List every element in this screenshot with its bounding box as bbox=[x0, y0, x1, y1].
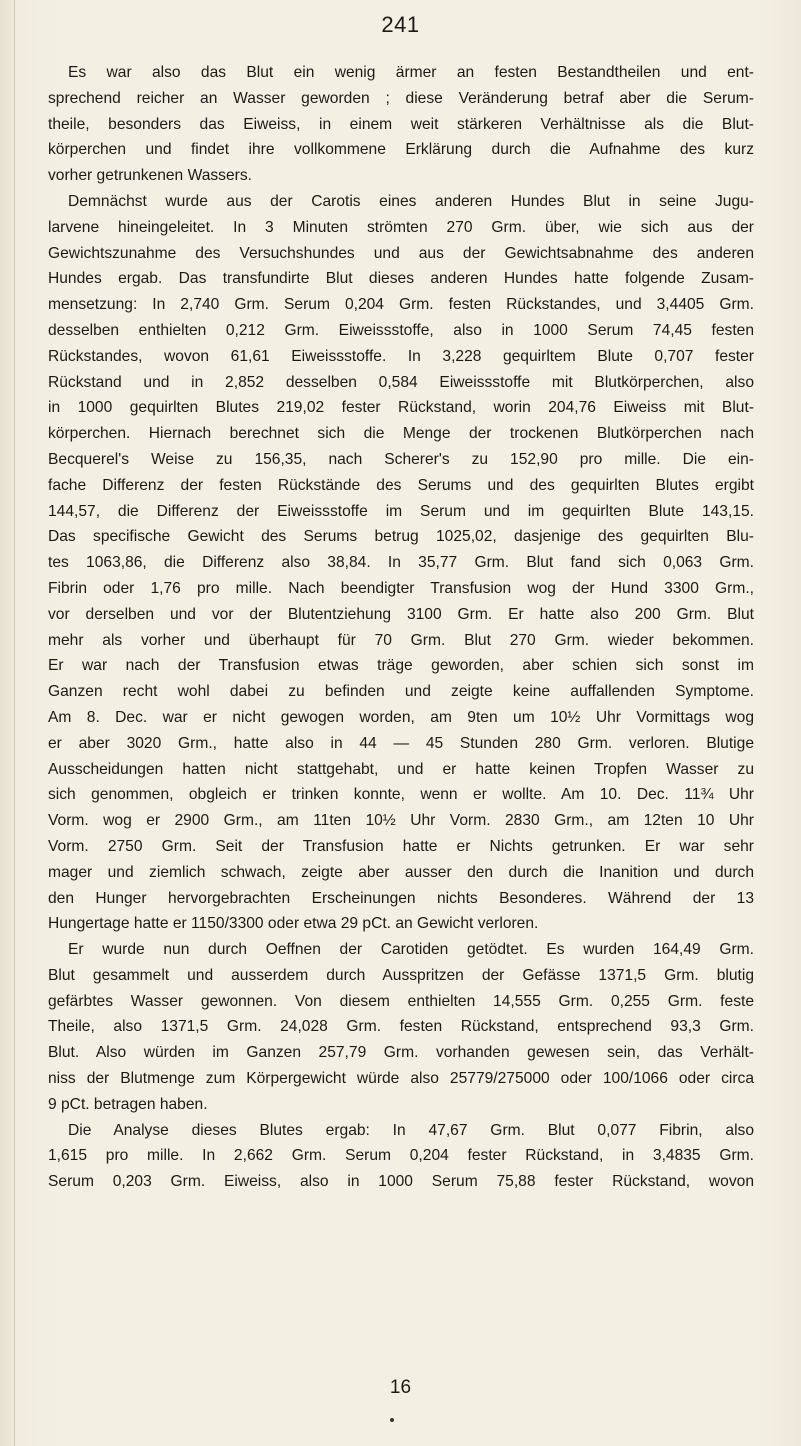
binding-gutter bbox=[14, 0, 15, 1446]
text-line: Becquerel's Weise zu 156,35, nach Scherer's zu 152,90 pro mille. Die ein- bbox=[48, 450, 754, 468]
text-line: körperchen und findet ihre vollkommene Erklärung durch die Aufnahme des kurz bbox=[48, 141, 754, 159]
text-line: Das specifische Gewicht des Serums betrug 1025,02, dasjenige des gequirlten Blu- bbox=[48, 528, 754, 546]
text-line: Rückstandes, wovon 61,61 Eiweissstoffe. In 3,228 gequirltem Blute 0,707 fester bbox=[48, 347, 754, 365]
text-line: Er wurde nun durch Oeffnen der Carotiden getödtet. Es wurden 164,49 Grm. bbox=[68, 941, 754, 959]
text-line: fache Differenz der festen Rückstände des Serums und des gequirlten Blutes ergibt bbox=[48, 476, 754, 494]
text-line: Fibrin oder 1,76 pro mille. Nach beendigter Transfusion wog der Hund 3300 Grm., bbox=[48, 579, 754, 597]
text-line: Vorm. wog er 2900 Grm., am 11ten 10½ Uhr Vorm. 2830 Grm., am 12ten 10 Uhr bbox=[48, 812, 754, 830]
text-line: 144,57, die Differenz der Eiweissstoffe im Serum und im gequirlten Blute 143,15. bbox=[48, 502, 754, 520]
text-line: sich genommen, obgleich er trinken konnte, wenn er wollte. Am 10. Dec. 11¾ Uhr bbox=[48, 786, 754, 804]
text-line: mehr als vorher und überhaupt für 70 Grm. Blut 270 Grm. wieder bekommen. bbox=[48, 631, 754, 649]
text-line: Die Analyse dieses Blutes ergab: In 47,67 Grm. Blut 0,077 Fibrin, also bbox=[68, 1121, 754, 1139]
text-line: Blut. Also würden im Ganzen 257,79 Grm. vorhanden gewesen sein, das Verhält- bbox=[48, 1044, 754, 1062]
text-line: den Hunger hervorgebrachten Erscheinungen nichts Besonderes. Während der 13 bbox=[48, 889, 754, 907]
text-line: mager und ziemlich schwach, zeigte aber ausser den durch die Inanition und durch bbox=[48, 863, 754, 881]
text-line: Hungertage hatte er 1150/3300 oder etwa 29 pCt. an Gewicht verloren. bbox=[48, 915, 539, 933]
text-line: sprechend reicher an Wasser geworden ; diese Veränderung betraf aber die Serum- bbox=[48, 89, 754, 107]
text-line: Er war nach der Transfusion etwas träge geworden, aber schien sich sonst im bbox=[48, 657, 754, 675]
text-line: vorher getrunkenen Wassers. bbox=[48, 167, 252, 185]
text-line: körperchen. Hiernach berechnet sich die Menge der trockenen Blutkörperchen nach bbox=[48, 425, 754, 443]
text-line: 9 pCt. betragen haben. bbox=[48, 1095, 208, 1113]
text-line: vor derselben und vor der Blutentziehung 3100 Grm. Er hatte also 200 Grm. Blut bbox=[48, 605, 754, 623]
text-line: Vorm. 2750 Grm. Seit der Transfusion hatte er Nichts getrunken. Er war sehr bbox=[48, 837, 754, 855]
text-line: niss der Blutmenge zum Körpergewicht würde also 25779/275000 oder 100/1066 oder circa bbox=[48, 1070, 754, 1088]
text-line: Ganzen recht wohl dabei zu befinden und zeigte keine auffallenden Symptome. bbox=[48, 683, 754, 701]
text-line: in 1000 gequirlten Blutes 219,02 fester Rückstand, worin 204,76 Eiweiss mit Blut- bbox=[48, 399, 754, 417]
printer-signature-mark: 16 bbox=[389, 1377, 412, 1398]
text-line: Blut gesammelt und ausserdem durch Ausspritzen der Gefässe 1371,5 Grm. blutig bbox=[48, 966, 754, 984]
text-line: larvene hineingeleitet. In 3 Minuten strömten 270 Grm. über, wie sich aus der bbox=[48, 218, 754, 236]
text-line: Gewichtszunahme des Versuchshundes und aus der Gewichtsabnahme des anderen bbox=[48, 244, 754, 262]
text-line: Ausscheidungen hatten nicht stattgehabt, und er hatte keinen Tropfen Wasser zu bbox=[48, 760, 754, 778]
text-line: Serum 0,203 Grm. Eiweiss, also in 1000 Serum 75,88 fester Rückstand, wovon bbox=[48, 1173, 754, 1191]
text-line: Demnächst wurde aus der Carotis eines anderen Hundes Blut in seine Jugu- bbox=[68, 192, 754, 210]
text-line: Rückstand und in 2,852 desselben 0,584 Eiweissstoffe mit Blutkörperchen, also bbox=[48, 373, 754, 391]
text-line: er aber 3020 Grm., hatte also in 44 — 45 Stunden 280 Grm. verloren. Blutige bbox=[48, 734, 754, 752]
text-line: theile, besonders das Eiweiss, in einem weit stärkeren Verhältnisse als die Blut- bbox=[48, 115, 754, 133]
text-line: Theile, also 1371,5 Grm. 24,028 Grm. festen Rückstand, entsprechend 93,3 Grm. bbox=[48, 1018, 754, 1036]
text-line: gefärbtes Wasser gewonnen. Von diesem enthielten 14,555 Grm. 0,255 Grm. feste bbox=[48, 992, 754, 1010]
ink-speck bbox=[390, 1418, 394, 1422]
text-line: 1,615 pro mille. In 2,662 Grm. Serum 0,204 fester Rückstand, in 3,4835 Grm. bbox=[48, 1147, 754, 1165]
text-line: Hundes ergab. Das transfundirte Blut dieses anderen Hundes hatte folgende Zusam- bbox=[48, 270, 754, 288]
text-line: tes 1063,86, die Differenz also 38,84. In 35,77 Grm. Blut fand sich 0,063 Grm. bbox=[48, 554, 754, 572]
text-line: Es war also das Blut ein wenig ärmer an festen Bestandtheilen und ent- bbox=[68, 64, 754, 81]
text-line: desselben enthielten 0,212 Grm. Eiweissstoffe, also in 1000 Serum 74,45 festen bbox=[48, 321, 754, 339]
text-line: mensetzung: In 2,740 Grm. Serum 0,204 Grm. festen Rückstandes, und 3,4405 Grm. bbox=[48, 296, 754, 314]
text-line: Am 8. Dec. war er nicht gewogen worden, am 9ten um 10½ Uhr Vormittags wog bbox=[48, 708, 754, 726]
page-number: 241 bbox=[381, 12, 420, 37]
body-text bbox=[48, 60, 754, 1195]
